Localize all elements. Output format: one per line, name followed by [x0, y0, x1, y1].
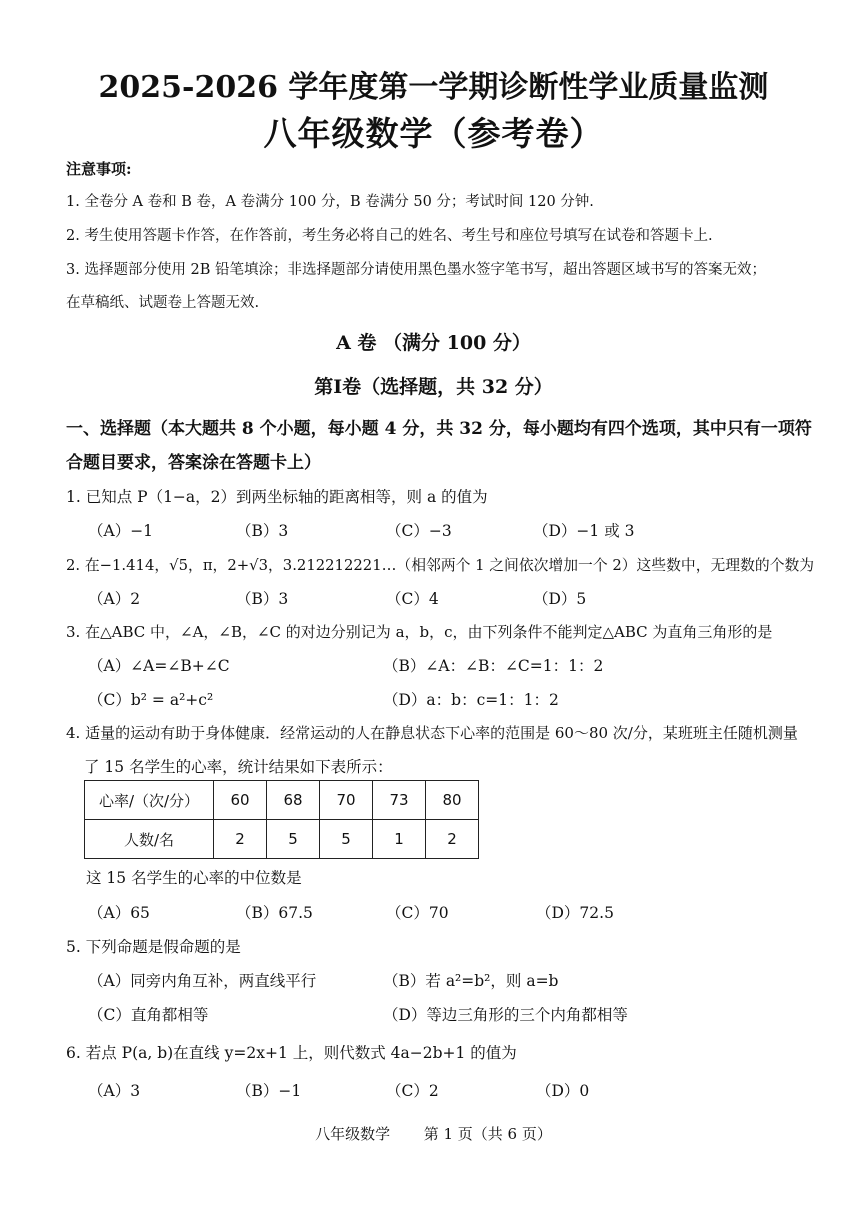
question-6-option-b: （B）−1: [236, 1082, 302, 1100]
section-a-heading: A 卷 （满分 100 分）: [336, 332, 531, 354]
table-header-cell: 心率/（次/分）: [85, 781, 214, 820]
question-6-option-a: （A）3: [88, 1082, 141, 1100]
question-4-prompt: 这 15 名学生的心率的中位数是: [86, 869, 302, 887]
part1-instructions: 一、选择题（本大题共 8 个小题，每小题 4 分，共 32 分，每小题均有四个选项，其中只有一项符: [66, 419, 812, 439]
question-2-option-c: （C）4: [386, 590, 439, 608]
exam-title: 2025-2026 学年度第一学期诊断性学业质量监测: [98, 70, 769, 105]
question-2-stem: 2. 在−1.414，√5，π，2+√3，3.212212221…（相邻两个 1 之间依次增加一个 2）这些数中，无理数的个数为: [66, 557, 815, 574]
question-5-option-c: （C）直角都相等: [88, 1006, 209, 1024]
section-i-heading: 第Ⅰ卷（选择题，共 32 分）: [314, 376, 553, 398]
table-header-cell: 80: [426, 781, 479, 820]
footer-subject: 八年级数学: [315, 1125, 391, 1143]
question-3-option-b: （B）∠A：∠B：∠C=1：1：2: [383, 657, 604, 675]
table-header-cell: 68: [267, 781, 320, 820]
exam-subtitle: 八年级数学（参考卷）: [263, 114, 604, 153]
part1-instructions-cont: 合题目要求，答案涂在答题卡上）: [66, 453, 321, 473]
table-cell: 2: [426, 820, 479, 859]
question-4-stem-cont: 了 15 名学生的心率，统计结果如下表所示：: [84, 758, 393, 776]
table-cell: 5: [320, 820, 373, 859]
question-6-stem: 6. 若点 P(a, b)在直线 y=2x+1 上，则代数式 4a−2b+1 的值为: [66, 1044, 517, 1062]
question-1-option-d: （D）−1 或 3: [533, 522, 635, 540]
page-footer: [0, 1123, 867, 1144]
question-6-option-d: （D）0: [536, 1082, 590, 1100]
table-row: [85, 781, 479, 820]
notice-item: 2. 考生使用答题卡作答，在作答前，考生务必将自己的姓名、考生号和座位号填写在试卷和答题卡上.: [66, 228, 713, 244]
notice-heading: 注意事项:: [66, 160, 132, 178]
question-2-option-a: （A）2: [88, 590, 141, 608]
table-header-cell: 60: [214, 781, 267, 820]
notice-item: 在草稿纸、试题卷上答题无效.: [66, 295, 260, 311]
question-5-option-a: （A）同旁内角互补，两直线平行: [88, 972, 317, 990]
question-1-option-b: （B）3: [236, 522, 289, 540]
footer-page-number: 第 1 页（共 6 页）: [423, 1125, 552, 1143]
question-4-stem: 4. 适量的运动有助于身体健康．经常运动的人在静息状态下心率的范围是 60～80 次/分，某班班主任随机测量: [66, 724, 798, 742]
table-cell: 人数/名: [85, 820, 214, 859]
question-4-option-d: （D）72.5: [536, 904, 614, 922]
table-cell: 2: [214, 820, 267, 859]
question-2-option-d: （D）5: [533, 590, 587, 608]
table-cell: 1: [373, 820, 426, 859]
question-1-option-c: （C）−3: [386, 522, 452, 540]
question-5-stem: 5. 下列命题是假命题的是: [66, 938, 241, 956]
table-header-cell: 70: [320, 781, 373, 820]
question-3-option-c: （C）b² = a²+c²: [88, 691, 214, 709]
question-6-option-c: （C）2: [386, 1082, 439, 1100]
table-header-cell: 73: [373, 781, 426, 820]
question-3-stem: 3. 在△ABC 中，∠A，∠B，∠C 的对边分别记为 a，b，c，由下列条件不能判定△ABC 为直角三角形的是: [66, 623, 773, 641]
question-5-option-b: （B）若 a²=b²，则 a=b: [383, 972, 559, 990]
question-3-option-d: （D）a：b：c=1：1：2: [383, 691, 559, 709]
question-4-option-b: （B）67.5: [236, 904, 313, 922]
question-1-stem: 1. 已知点 P（1−a，2）到两坐标轴的距离相等，则 a 的值为: [66, 488, 488, 506]
notice-item: 3. 选择题部分使用 2B 铅笔填涂；非选择题部分请使用黑色墨水签字笔书写，超出答题区域书写的答案无效；: [66, 262, 767, 278]
notice-item: 1. 全卷分 A 卷和 B 卷，A 卷满分 100 分，B 卷满分 50 分；考试时间 120 分钟.: [66, 194, 594, 210]
question-1-option-a: （A）−1: [88, 522, 154, 540]
heart-rate-table: [84, 780, 479, 859]
table-cell: 5: [267, 820, 320, 859]
question-2-option-b: （B）3: [236, 590, 289, 608]
question-3-option-a: （A）∠A=∠B+∠C: [88, 657, 230, 675]
table-row: [85, 820, 479, 859]
question-4-option-c: （C）70: [386, 904, 449, 922]
question-5-option-d: （D）等边三角形的三个内角都相等: [383, 1006, 628, 1024]
question-4-option-a: （A）65: [88, 904, 150, 922]
